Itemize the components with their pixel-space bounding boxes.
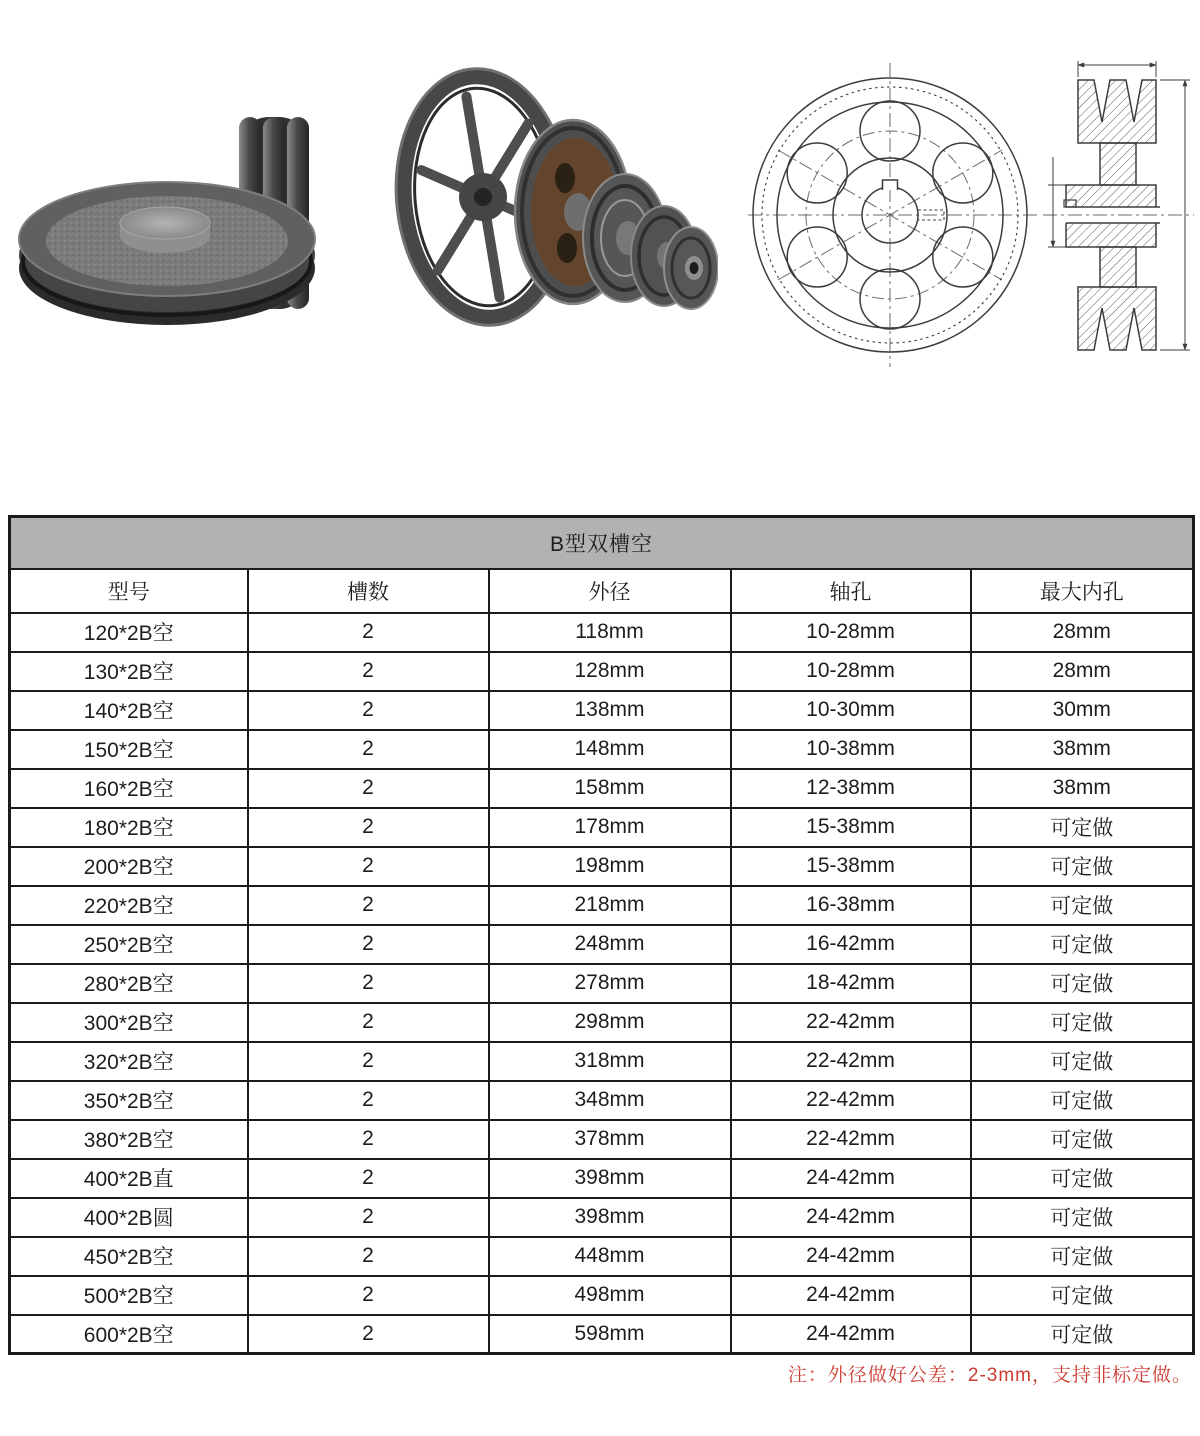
cell-outer-dia: 248mm xyxy=(489,925,731,964)
cell-grooves: 2 xyxy=(248,1120,489,1159)
cell-shaft-hole: 10-38mm xyxy=(731,730,971,769)
cell-outer-dia: 398mm xyxy=(489,1198,731,1237)
cell-outer-dia: 118mm xyxy=(489,613,731,652)
cell-model: 450*2B空 xyxy=(10,1237,248,1276)
cell-outer-dia: 198mm xyxy=(489,847,731,886)
cell-grooves: 2 xyxy=(248,1315,489,1354)
cell-model: 280*2B空 xyxy=(10,964,248,1003)
cell-max-bore: 30mm xyxy=(971,691,1194,730)
table-row xyxy=(10,652,1194,691)
table-row xyxy=(10,1159,1194,1198)
table-row xyxy=(10,925,1194,964)
cell-model: 300*2B空 xyxy=(10,1003,248,1042)
table-row xyxy=(10,1315,1194,1354)
cell-outer-dia: 218mm xyxy=(489,886,731,925)
table-row xyxy=(10,1237,1194,1276)
cell-model: 400*2B直 xyxy=(10,1159,248,1198)
cell-max-bore: 可定做 xyxy=(971,1198,1194,1237)
cell-max-bore: 可定做 xyxy=(971,1276,1194,1315)
col-header-max-bore: 最大内孔 xyxy=(971,569,1194,613)
cell-grooves: 2 xyxy=(248,808,489,847)
cell-grooves: 2 xyxy=(248,769,489,808)
table-row xyxy=(10,613,1194,652)
cell-outer-dia: 498mm xyxy=(489,1276,731,1315)
tolerance-note: 注：外径做好公差：2-3mm，支持非标定做。 xyxy=(787,1365,1192,1386)
cell-shaft-hole: 24-42mm xyxy=(731,1237,971,1276)
product-images-section xyxy=(0,0,1200,515)
table-row xyxy=(10,1276,1194,1315)
cell-shaft-hole: 24-42mm xyxy=(731,1276,971,1315)
cell-outer-dia: 348mm xyxy=(489,1081,731,1120)
cell-outer-dia: 378mm xyxy=(489,1120,731,1159)
cell-grooves: 2 xyxy=(248,1276,489,1315)
cell-shaft-hole: 24-42mm xyxy=(731,1315,971,1354)
cell-shaft-hole: 22-42mm xyxy=(731,1120,971,1159)
pulley-cad-drawing xyxy=(748,25,1198,375)
cell-grooves: 2 xyxy=(248,1159,489,1198)
cell-max-bore: 可定做 xyxy=(971,1159,1194,1198)
cell-grooves: 2 xyxy=(248,1198,489,1237)
cell-max-bore: 可定做 xyxy=(971,964,1194,1003)
cell-grooves: 2 xyxy=(248,847,489,886)
cell-max-bore: 可定做 xyxy=(971,925,1194,964)
col-header-model: 型号 xyxy=(10,569,248,613)
table-row xyxy=(10,730,1194,769)
cell-grooves: 2 xyxy=(248,1081,489,1120)
cell-shaft-hole: 15-38mm xyxy=(731,847,971,886)
cell-model: 500*2B空 xyxy=(10,1276,248,1315)
cell-grooves: 2 xyxy=(248,1042,489,1081)
cell-max-bore: 可定做 xyxy=(971,808,1194,847)
cell-grooves: 2 xyxy=(248,652,489,691)
col-header-outer-dia: 外径 xyxy=(489,569,731,613)
cell-outer-dia: 298mm xyxy=(489,1003,731,1042)
cell-max-bore: 38mm xyxy=(971,769,1194,808)
cell-model: 200*2B空 xyxy=(10,847,248,886)
cad-front-view xyxy=(748,63,1040,367)
cell-outer-dia: 598mm xyxy=(489,1315,731,1354)
cell-grooves: 2 xyxy=(248,730,489,769)
cell-shaft-hole: 16-42mm xyxy=(731,925,971,964)
table-row xyxy=(10,886,1194,925)
cell-outer-dia: 148mm xyxy=(489,730,731,769)
col-header-shaft-hole: 轴孔 xyxy=(731,569,971,613)
cell-max-bore: 28mm xyxy=(971,613,1194,652)
table-row xyxy=(10,769,1194,808)
cell-model: 350*2B空 xyxy=(10,1081,248,1120)
cell-shaft-hole: 16-38mm xyxy=(731,886,971,925)
cell-model: 600*2B空 xyxy=(10,1315,248,1354)
cell-grooves: 2 xyxy=(248,691,489,730)
cell-outer-dia: 128mm xyxy=(489,652,731,691)
cell-shaft-hole: 10-28mm xyxy=(731,652,971,691)
table-row xyxy=(10,1003,1194,1042)
cell-grooves: 2 xyxy=(248,964,489,1003)
cell-model: 250*2B空 xyxy=(10,925,248,964)
cell-shaft-hole: 10-28mm xyxy=(731,613,971,652)
cell-grooves: 2 xyxy=(248,925,489,964)
column-header-row xyxy=(10,569,1194,613)
col-header-grooves: 槽数 xyxy=(248,569,489,613)
cell-max-bore: 可定做 xyxy=(971,886,1194,925)
cell-model: 150*2B空 xyxy=(10,730,248,769)
cell-outer-dia: 318mm xyxy=(489,1042,731,1081)
cell-grooves: 2 xyxy=(248,613,489,652)
cell-model: 120*2B空 xyxy=(10,613,248,652)
cell-shaft-hole: 22-42mm xyxy=(731,1003,971,1042)
cell-model: 380*2B空 xyxy=(10,1120,248,1159)
spec-table xyxy=(8,515,1195,1355)
cell-shaft-hole: 22-42mm xyxy=(731,1081,971,1120)
cell-max-bore: 可定做 xyxy=(971,1003,1194,1042)
cell-outer-dia: 158mm xyxy=(489,769,731,808)
cell-shaft-hole: 18-42mm xyxy=(731,964,971,1003)
cell-outer-dia: 278mm xyxy=(489,964,731,1003)
cell-shaft-hole: 22-42mm xyxy=(731,1042,971,1081)
table-row xyxy=(10,1198,1194,1237)
table-row xyxy=(10,847,1194,886)
cell-max-bore: 可定做 xyxy=(971,1042,1194,1081)
cell-model: 180*2B空 xyxy=(10,808,248,847)
table-row xyxy=(10,808,1194,847)
cell-max-bore: 可定做 xyxy=(971,1237,1194,1276)
cell-max-bore: 38mm xyxy=(971,730,1194,769)
cell-max-bore: 可定做 xyxy=(971,1120,1194,1159)
cell-model: 160*2B空 xyxy=(10,769,248,808)
cad-section-view xyxy=(1043,61,1194,350)
table-title: B型双槽空 xyxy=(10,517,1194,569)
table-row xyxy=(10,964,1194,1003)
cell-shaft-hole: 24-42mm xyxy=(731,1198,971,1237)
table-row xyxy=(10,691,1194,730)
table-body xyxy=(10,613,1194,1354)
cell-max-bore: 可定做 xyxy=(971,847,1194,886)
cell-shaft-hole: 24-42mm xyxy=(731,1159,971,1198)
pulley-pair-photo xyxy=(15,95,355,345)
cell-max-bore: 可定做 xyxy=(971,1081,1194,1120)
table-row xyxy=(10,1081,1194,1120)
cell-grooves: 2 xyxy=(248,886,489,925)
cell-outer-dia: 178mm xyxy=(489,808,731,847)
cell-shaft-hole: 12-38mm xyxy=(731,769,971,808)
small-pulley-3 xyxy=(664,227,718,309)
cell-grooves: 2 xyxy=(248,1003,489,1042)
cell-max-bore: 可定做 xyxy=(971,1315,1194,1354)
cell-shaft-hole: 15-38mm xyxy=(731,808,971,847)
cell-grooves: 2 xyxy=(248,1237,489,1276)
cell-model: 400*2B圆 xyxy=(10,1198,248,1237)
cell-shaft-hole: 10-30mm xyxy=(731,691,971,730)
cell-model: 320*2B空 xyxy=(10,1042,248,1081)
cell-model: 140*2B空 xyxy=(10,691,248,730)
table-title-row xyxy=(10,517,1194,569)
table-row xyxy=(10,1042,1194,1081)
cell-outer-dia: 448mm xyxy=(489,1237,731,1276)
cell-outer-dia: 138mm xyxy=(489,691,731,730)
cell-model: 130*2B空 xyxy=(10,652,248,691)
flat-pulley xyxy=(19,182,315,325)
pulley-series-photo xyxy=(388,42,718,342)
cell-max-bore: 28mm xyxy=(971,652,1194,691)
table-row xyxy=(10,1120,1194,1159)
cell-outer-dia: 398mm xyxy=(489,1159,731,1198)
cell-model: 220*2B空 xyxy=(10,886,248,925)
